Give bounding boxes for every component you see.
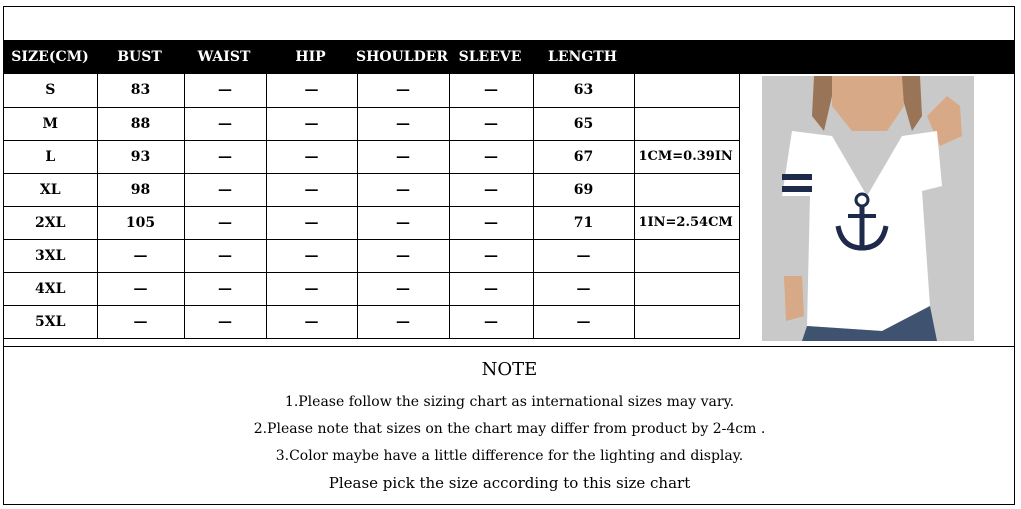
cell-hip: — xyxy=(266,272,357,305)
header-sleeve: SLEEVE xyxy=(458,49,522,65)
cell-length: — xyxy=(533,272,634,305)
note-line-2: 2.Please note that sizes on the chart may differ from product by 2-4cm . xyxy=(253,421,766,437)
cell-waist: — xyxy=(184,272,266,305)
cell-conversion xyxy=(634,173,739,206)
cell-hip: — xyxy=(266,206,357,239)
cell-sleeve: — xyxy=(449,74,533,107)
cell-bust: — xyxy=(97,272,184,305)
note-line-3: 3.Color maybe have a little difference for the lighting and display. xyxy=(275,448,744,464)
cell-hip: — xyxy=(266,239,357,272)
cell-shoulder: — xyxy=(357,107,449,140)
cell-bust: — xyxy=(97,305,184,338)
cell-size: L xyxy=(4,140,97,173)
cell-size: S xyxy=(4,74,97,107)
cell-sleeve: — xyxy=(449,272,533,305)
cell-shoulder: — xyxy=(357,272,449,305)
cell-length: 69 xyxy=(533,173,634,206)
cell-shoulder: — xyxy=(357,74,449,107)
note-title: NOTE xyxy=(481,359,538,380)
cell-length: 63 xyxy=(533,74,634,107)
cell-size: M xyxy=(4,107,97,140)
cell-hip: — xyxy=(266,305,357,338)
cell-waist: — xyxy=(184,206,266,239)
table-row xyxy=(4,239,739,272)
cell-shoulder: — xyxy=(357,206,449,239)
cell-hip: — xyxy=(266,173,357,206)
size-table xyxy=(4,74,740,339)
cell-length: 67 xyxy=(533,140,634,173)
cell-length: 71 xyxy=(533,206,634,239)
cell-conversion xyxy=(634,107,739,140)
header-hip: HIP xyxy=(295,49,326,65)
cell-length: — xyxy=(533,305,634,338)
table-row xyxy=(4,305,739,338)
cell-length: 65 xyxy=(533,107,634,140)
note-line-4: Please pick the size according to this size chart xyxy=(328,474,691,492)
cell-bust: 98 xyxy=(97,173,184,206)
cell-sleeve: — xyxy=(449,239,533,272)
header-bust: BUST xyxy=(117,49,162,65)
cell-waist: — xyxy=(184,74,266,107)
cell-bust: 83 xyxy=(97,74,184,107)
cell-waist: — xyxy=(184,239,266,272)
cell-size: 2XL xyxy=(4,206,97,239)
cell-sleeve: — xyxy=(449,107,533,140)
cell-bust: 88 xyxy=(97,107,184,140)
cell-shoulder: — xyxy=(357,305,449,338)
table-row xyxy=(4,173,739,206)
cell-waist: — xyxy=(184,140,266,173)
cell-shoulder: — xyxy=(357,173,449,206)
cell-sleeve: — xyxy=(449,206,533,239)
cell-waist: — xyxy=(184,107,266,140)
cell-conversion: 1CM=0.39IN xyxy=(634,140,739,173)
cell-sleeve: — xyxy=(449,140,533,173)
table-row xyxy=(4,107,739,140)
header-length: LENGTH xyxy=(548,49,617,65)
cell-length: — xyxy=(533,239,634,272)
cell-size: 3XL xyxy=(4,239,97,272)
cell-waist: — xyxy=(184,173,266,206)
cell-conversion: 1IN=2.54CM xyxy=(634,206,739,239)
table-row xyxy=(4,140,739,173)
header-waist: WAIST xyxy=(197,49,251,65)
cell-conversion xyxy=(634,239,739,272)
cell-size: 5XL xyxy=(4,305,97,338)
header-shoulder: SHOULDER xyxy=(356,49,449,65)
table-row xyxy=(4,206,739,239)
cell-hip: — xyxy=(266,74,357,107)
cell-size: XL xyxy=(4,173,97,206)
cell-shoulder: — xyxy=(357,239,449,272)
product-photo xyxy=(762,76,974,341)
table-header xyxy=(4,40,1015,74)
header-size: SIZE(CM) xyxy=(11,49,89,65)
note-line-1: 1.Please follow the sizing chart as international sizes may vary. xyxy=(284,394,735,410)
cell-sleeve: — xyxy=(449,173,533,206)
cell-hip: — xyxy=(266,107,357,140)
cell-bust: — xyxy=(97,239,184,272)
cell-conversion xyxy=(634,74,739,107)
cell-bust: 105 xyxy=(97,206,184,239)
cell-hip: — xyxy=(266,140,357,173)
cell-shoulder: — xyxy=(357,140,449,173)
cell-size: 4XL xyxy=(4,272,97,305)
table-row xyxy=(4,272,739,305)
cell-bust: 93 xyxy=(97,140,184,173)
cell-sleeve: — xyxy=(449,305,533,338)
note-section xyxy=(4,347,1015,505)
cell-waist: — xyxy=(184,305,266,338)
cell-conversion xyxy=(634,272,739,305)
table-row xyxy=(4,74,739,107)
cell-conversion xyxy=(634,305,739,338)
